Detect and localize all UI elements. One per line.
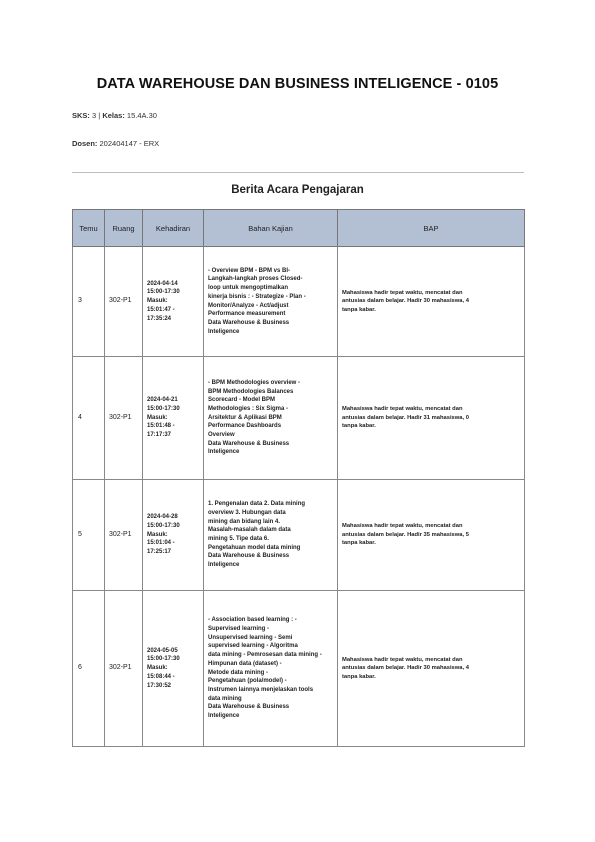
column-header-temu: Temu: [73, 210, 105, 247]
cell-temu: 3: [73, 247, 105, 357]
table-header-row: [73, 210, 525, 247]
table-row: [73, 591, 525, 747]
section-title: Berita Acara Pengajaran: [231, 184, 364, 196]
cell-bap: Mahasiswa hadir tepat waktu, mencatat dan antusias dalam belajar. Hadir 35 mahasiswa, 5 tanpa kabar.: [338, 480, 525, 591]
kelas-value: 15.4A.30: [126, 111, 157, 120]
bap-table: [72, 209, 525, 747]
course-title: DATA WAREHOUSE DAN BUSINESS INTELIGENCE - 0105: [96, 76, 499, 92]
column-header-kehadiran: Kehadiran: [143, 210, 204, 247]
cell-bap: Mahasiswa hadir tepat waktu, mencatat dan antusias dalam belajar. Hadir 30 mahasiswa, 4 tanpa kabar.: [338, 247, 525, 357]
dosen-value: 202404147 - ERX: [99, 139, 160, 148]
dosen-label: Dosen:: [72, 139, 98, 148]
cell-kehadiran: 2024-04-14 15:00-17:30 Masuk: 15:01:47 - 17:35:24: [143, 247, 204, 357]
cell-temu: 6: [73, 591, 105, 747]
cell-temu: 5: [73, 480, 105, 591]
course-meta: SKS: 3 | Kelas: 15.4A.30: [72, 111, 157, 120]
cell-bahan-kajian: - Association based learning : - Supervised learning - Unsupervised learning - Semi supervised learning - Algoritma data mining - Pemrosesan data mining - Himpunan data (dataset) - Metode data mining - Pengetahuan (pola/model) - Instrumen lainnya menjelaskan tools data mining Data Warehouse & Business Inteligence: [204, 591, 338, 747]
column-header-bap: BAP: [338, 210, 525, 247]
cell-kehadiran: 2024-04-21 15:00-17:30 Masuk: 15:01:48 - 17:17:37: [143, 357, 204, 480]
cell-kehadiran: 2024-04-28 15:00-17:30 Masuk: 15:01:04 - 17:25:17: [143, 480, 204, 591]
kelas-label: Kelas:: [102, 111, 125, 120]
cell-ruang: 302-P1: [105, 591, 143, 747]
cell-ruang: 302-P1: [105, 247, 143, 357]
cell-temu: 4: [73, 357, 105, 480]
divider: [72, 172, 524, 173]
cell-bahan-kajian: 1. Pengenalan data 2. Data mining overview 3. Hubungan data mining dan bidang lain 4. Masalah-masalah dalam data mining 5. Tipe data 6. Pengetahuan model data mining Data Warehouse & Business Inteligence: [204, 480, 338, 591]
lecturer-meta: [72, 139, 159, 148]
sks-label: SKS:: [72, 111, 90, 120]
table-row: [73, 480, 525, 591]
cell-bap: Mahasiswa hadir tepat waktu, mencatat dan antusias dalam belajar. Hadir 30 mahasiswa, 4 tanpa kabar.: [338, 591, 525, 747]
table-row: [73, 357, 525, 480]
cell-kehadiran: 2024-05-05 15:00-17:30 Masuk: 15:08:44 - 17:30:52: [143, 591, 204, 747]
column-header-ruang: Ruang: [105, 210, 143, 247]
sks-value: 3: [92, 111, 97, 120]
column-header-bahan-kajian: Bahan Kajian: [204, 210, 338, 247]
cell-ruang: 302-P1: [105, 480, 143, 591]
cell-bahan-kajian: - BPM Methodologies overview - BPM Methodologies Balances Scorecard - Model BPM Methodologies : Six Sigma - Arsitektur & Aplikasi BPM Performance Dashboards Overview Data Warehouse & Business Inteligence: [204, 357, 338, 480]
table-row: [73, 247, 525, 357]
cell-bap: Mahasiswa hadir tepat waktu, mencatat dan antusias dalam belajar. Hadir 31 mahasiswa, 0 tanpa kabar.: [338, 357, 525, 480]
cell-ruang: 302-P1: [105, 357, 143, 480]
cell-bahan-kajian: - Overview BPM - BPM vs BI- Langkah-langkah proses Closed- loop untuk mengoptimalkan kinerja bisnis : - Strategize - Plan - Monitor/Analyze - Act/adjust Performance measurement Data Warehouse & Business Inteligence: [204, 247, 338, 357]
